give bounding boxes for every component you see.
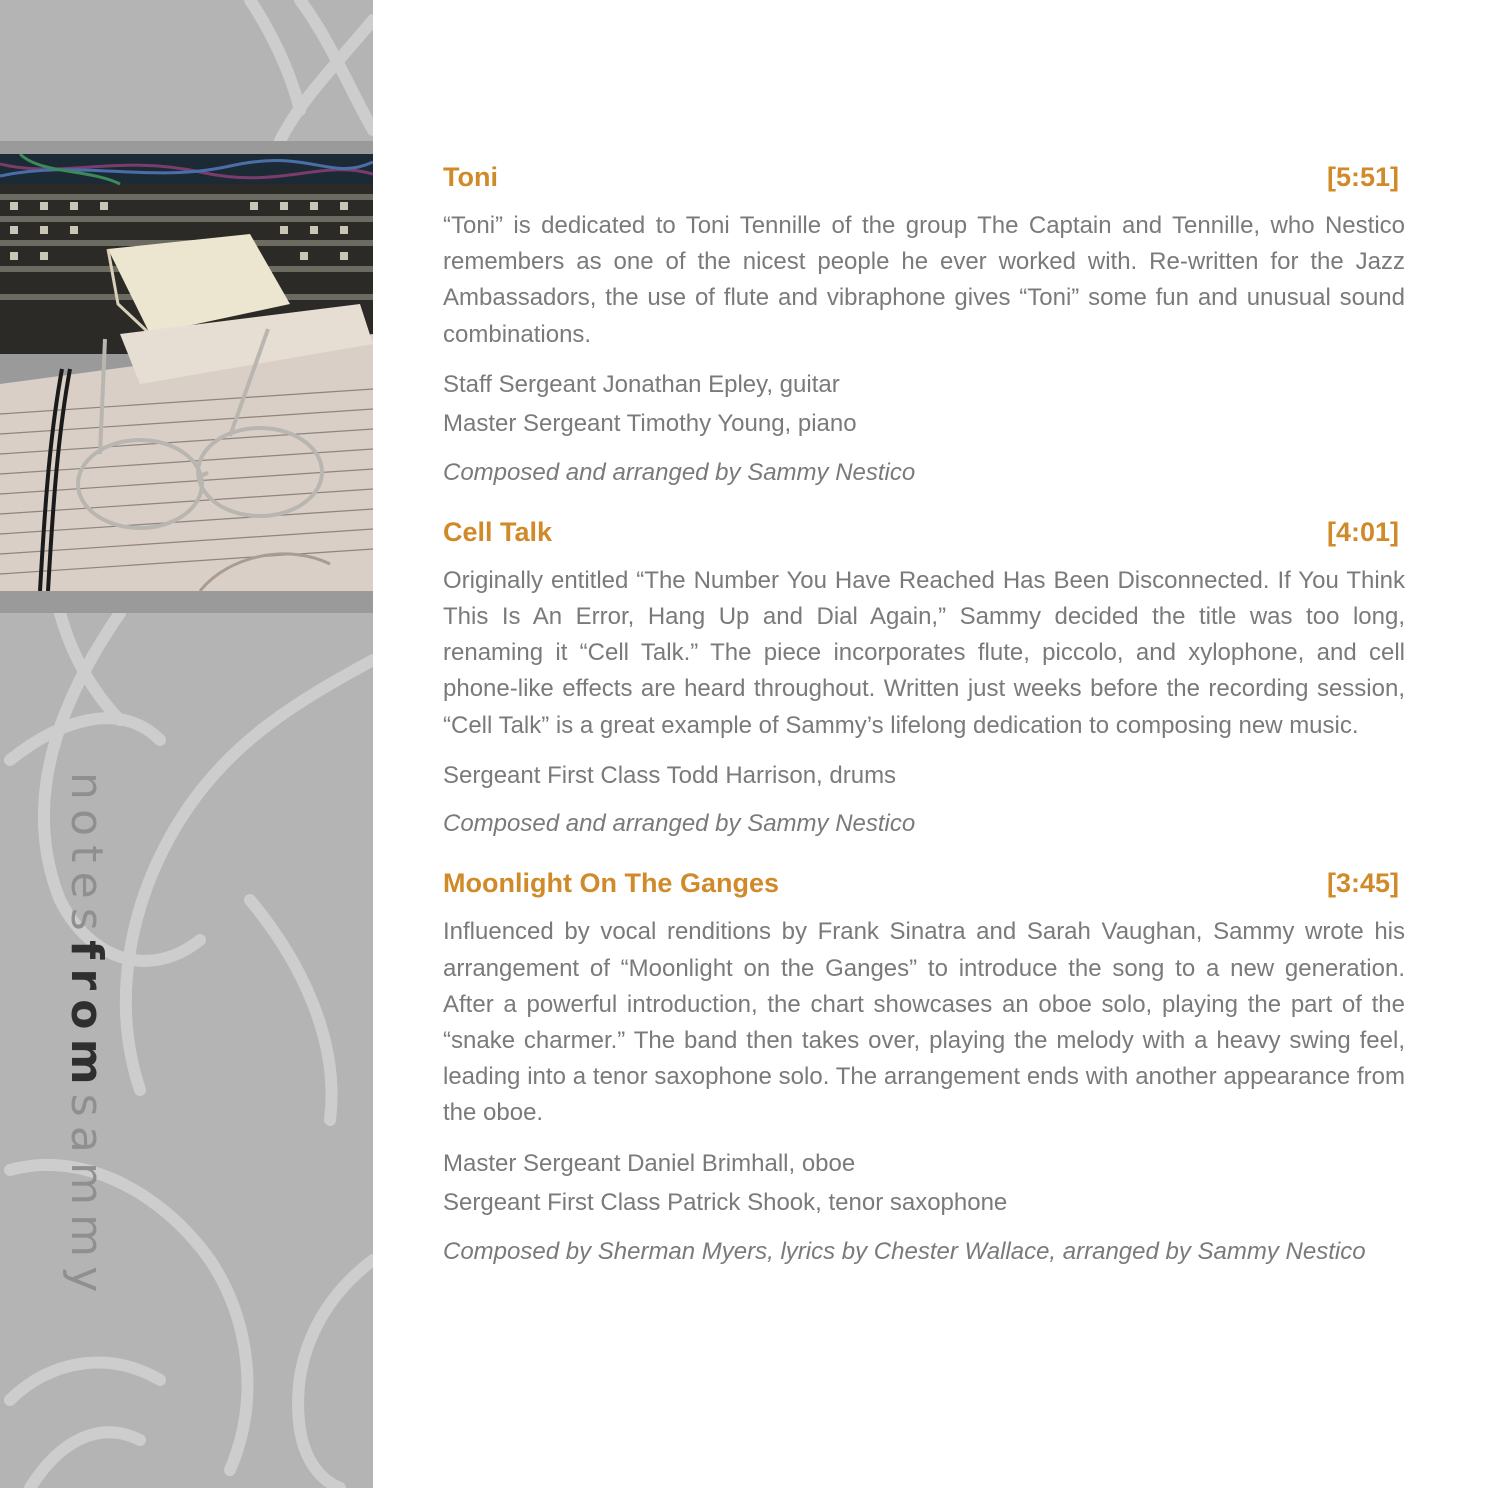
track-credit: Composed by Sherman Myers, lyrics by Chester Wallace, arranged by Sammy Nestico: [443, 1237, 1366, 1265]
track-duration: [4:01]: [1326, 516, 1399, 547]
performer-list: [443, 1144, 1405, 1223]
track-notes: [443, 158, 1405, 1292]
track-header: [443, 158, 1399, 196]
performer-list: [443, 365, 1405, 444]
track-description: “Toni” is dedicated to Toni Tennille of the group The Captain and Tennille, who Nestico remembers as one of the nicest people he ever worked with. Re-written for the Jazz Ambassadors, the use of flute and vibraphone gives “Toni” some fun and unusual sound combinations.: [443, 212, 1405, 348]
vertical-title-notes: notes: [61, 772, 112, 941]
performer: Staff Sergeant Jonathan Epley, guitar: [443, 370, 840, 398]
track-description: Originally entitled “The Number You Have Reached Has Been Disconnected. If You Think This Is An Error, Hang Up and Dial Again,” Sammy decided the title was too long, renaming it “Cell Talk.” The piece incorporates flute, piccolo, and xylophone, and cell phone-like effects are heard throughout. Written just weeks before the recording session, “Cell Talk” is a great example of Sammy’s lifelong dedication to composing new music.: [443, 566, 1405, 739]
track-title: Toni: [443, 162, 498, 192]
track-duration: [5:51]: [1326, 162, 1399, 192]
track-credit: Composed and arranged by Sammy Nestico: [443, 458, 916, 486]
performer: Sergeant First Class Patrick Shook, tenor saxophone: [443, 1189, 1008, 1217]
vertical-title-from: from: [61, 940, 112, 1094]
track-title: Cell Talk: [443, 516, 553, 547]
performer-list: [443, 756, 1405, 796]
track-title: Moonlight On The Ganges: [443, 868, 779, 899]
track-credit: Composed and arranged by Sammy Nestico: [443, 810, 916, 838]
vertical-title-sammy: sammy: [61, 1093, 112, 1302]
performer: Master Sergeant Daniel Brimhall, oboe: [443, 1149, 856, 1177]
track-entry: [443, 864, 1405, 1269]
vertical-title: [61, 772, 112, 1302]
sidebar: [0, 0, 373, 1488]
track-description: Influenced by vocal renditions by Frank Sinatra and Sarah Vaughan, Sammy wrote his arrangement of “Moonlight on the Ganges” to introduce the song to a new generation. After a powerful introduction, the chart showcases an oboe solo, playing the part of the “snake charmer.” The band then takes over, playing the melody with a heavy swing feel, leading into a tenor saxophone solo. The arrangement ends with another appearance from the oboe.: [443, 918, 1405, 1127]
track-header: [443, 513, 1399, 551]
track-header: [443, 864, 1399, 902]
performer: Master Sergeant Timothy Young, piano: [443, 410, 857, 438]
music-score-glasses-photo: [0, 154, 373, 591]
track-duration: [3:45]: [1326, 868, 1399, 899]
track-entry: [443, 158, 1405, 491]
track-entry: [443, 513, 1405, 843]
performer: Sergeant First Class Todd Harrison, drums: [443, 761, 897, 789]
photo-frame: [0, 141, 373, 613]
